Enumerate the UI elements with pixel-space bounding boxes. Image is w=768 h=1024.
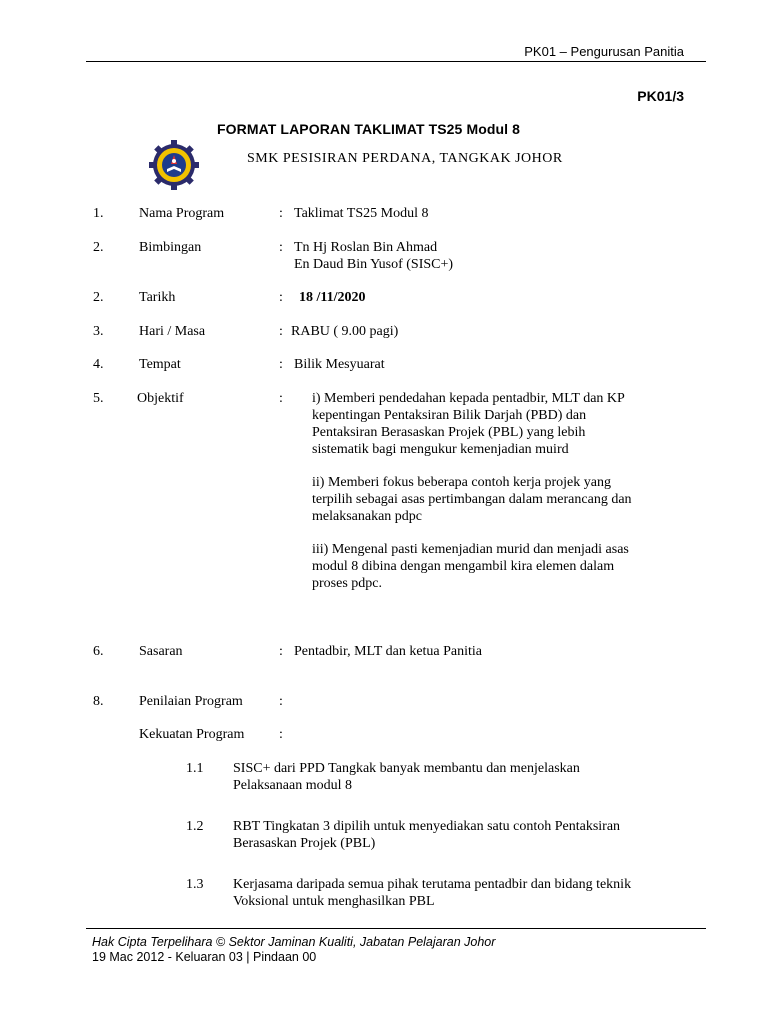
strength-line: Voksional untuk menghasilkan PBL [233,894,435,909]
objective-line: proses pdpc. [312,576,382,591]
objective-3 [312,541,629,592]
strength-number: 1.3 [186,877,204,892]
school-name: SMK PESISIRAN PERDANA, TANGKAK JOHOR [247,151,563,166]
item-value: En Daud Bin Yusof (SISC+) [294,257,454,272]
item-value: 18 /11/2020 [299,290,366,305]
item-colon: : [279,290,283,305]
item-number: 1. [93,206,104,221]
header-divider [86,61,706,62]
item-colon: : [279,694,283,709]
item-number: 2. [93,290,104,305]
item-value: Bilik Mesyuarat [294,357,385,372]
item-label: Tarikh [139,290,176,305]
item-label: Nama Program [139,206,225,221]
objective-line: modul 8 dibina dengan mengambil kira elemen dalam [312,559,615,574]
item-value: Tn Hj Roslan Bin Ahmad [294,240,438,255]
objective-line: ii) Memberi fokus beberapa contoh kerja projek yang [312,475,611,490]
strength-number: 1.2 [186,819,204,834]
objective-2 [312,474,632,525]
item-colon: : [279,240,283,255]
item-value: Taklimat TS25 Modul 8 [294,206,429,221]
strength-line: RBT Tingkatan 3 dipilih untuk menyediakan satu contoh Pentaksiran [233,819,621,834]
objective-1 [312,390,625,458]
strength-line: Kerjasama daripada semua pihak terutama pentadbir dan bidang teknik [233,877,632,892]
item-label: Sasaran [139,644,183,659]
objective-line: terpilih sebagai asas pertimbangan dalam merancang dan [312,492,632,507]
document-code: PK01/3 [637,88,684,104]
item-colon: : [279,206,283,221]
strength-text [233,760,580,794]
item-value: Pentadbir, MLT dan ketua Panitia [294,644,483,659]
item-colon: : [279,324,283,339]
item-number: 5. [93,391,104,406]
strength-line: Pelaksanaan modul 8 [233,778,352,793]
footer-revision: 19 Mac 2012 - Keluaran 03 | Pindaan 00 [92,950,317,964]
page-title: FORMAT LAPORAN TAKLIMAT TS25 Modul 8 [217,121,521,137]
item-number: 3. [93,324,104,339]
objective-line: Pentaksiran Berasaskan Projek (PBL) yang lebih [312,425,586,440]
strength-text [233,876,631,910]
item-colon: : [279,644,283,659]
objective-line: sistematik bagi mengukur kemenjadian muird [312,442,569,457]
item-label: Kekuatan Program [139,727,245,742]
strength-text [233,818,620,852]
document-header: PK01 – Pengurusan Panitia [524,44,684,59]
item-number: 6. [93,644,104,659]
objective-line: iii) Mengenal pasti kemenjadian murid dan menjadi asas [312,542,629,557]
footer-copyright: Hak Cipta Terpelihara © Sektor Jaminan Kualiti, Jabatan Pelajaran Johor [92,935,496,949]
objective-line: i) Memberi pendedahan kepada pentadbir, MLT dan KP [312,391,625,406]
footer-divider [86,928,706,929]
item-label: Objektif [137,391,184,406]
strength-line: Berasaskan Projek (PBL) [233,836,376,851]
item-value: RABU ( 9.00 pagi) [291,324,399,339]
item-number: 4. [93,357,104,372]
school-logo-icon [148,139,200,191]
item-number: 2. [93,240,104,255]
objective-line: kepentingan Pentaksiran Bilik Darjah (PBD) dan [312,408,587,423]
item-colon: : [279,391,283,406]
item-number: 8. [93,694,104,709]
item-label: Hari / Masa [139,324,206,339]
item-colon: : [279,357,283,372]
item-label: Tempat [139,357,181,372]
item-colon: : [279,727,283,742]
objective-line: melaksanakan pdpc [312,509,423,524]
strength-line: SISC+ dari PPD Tangkak banyak membantu dan menjelaskan [233,761,580,776]
item-label: Penilaian Program [139,694,243,709]
item-label: Bimbingan [139,240,202,255]
strength-number: 1.1 [186,761,204,776]
